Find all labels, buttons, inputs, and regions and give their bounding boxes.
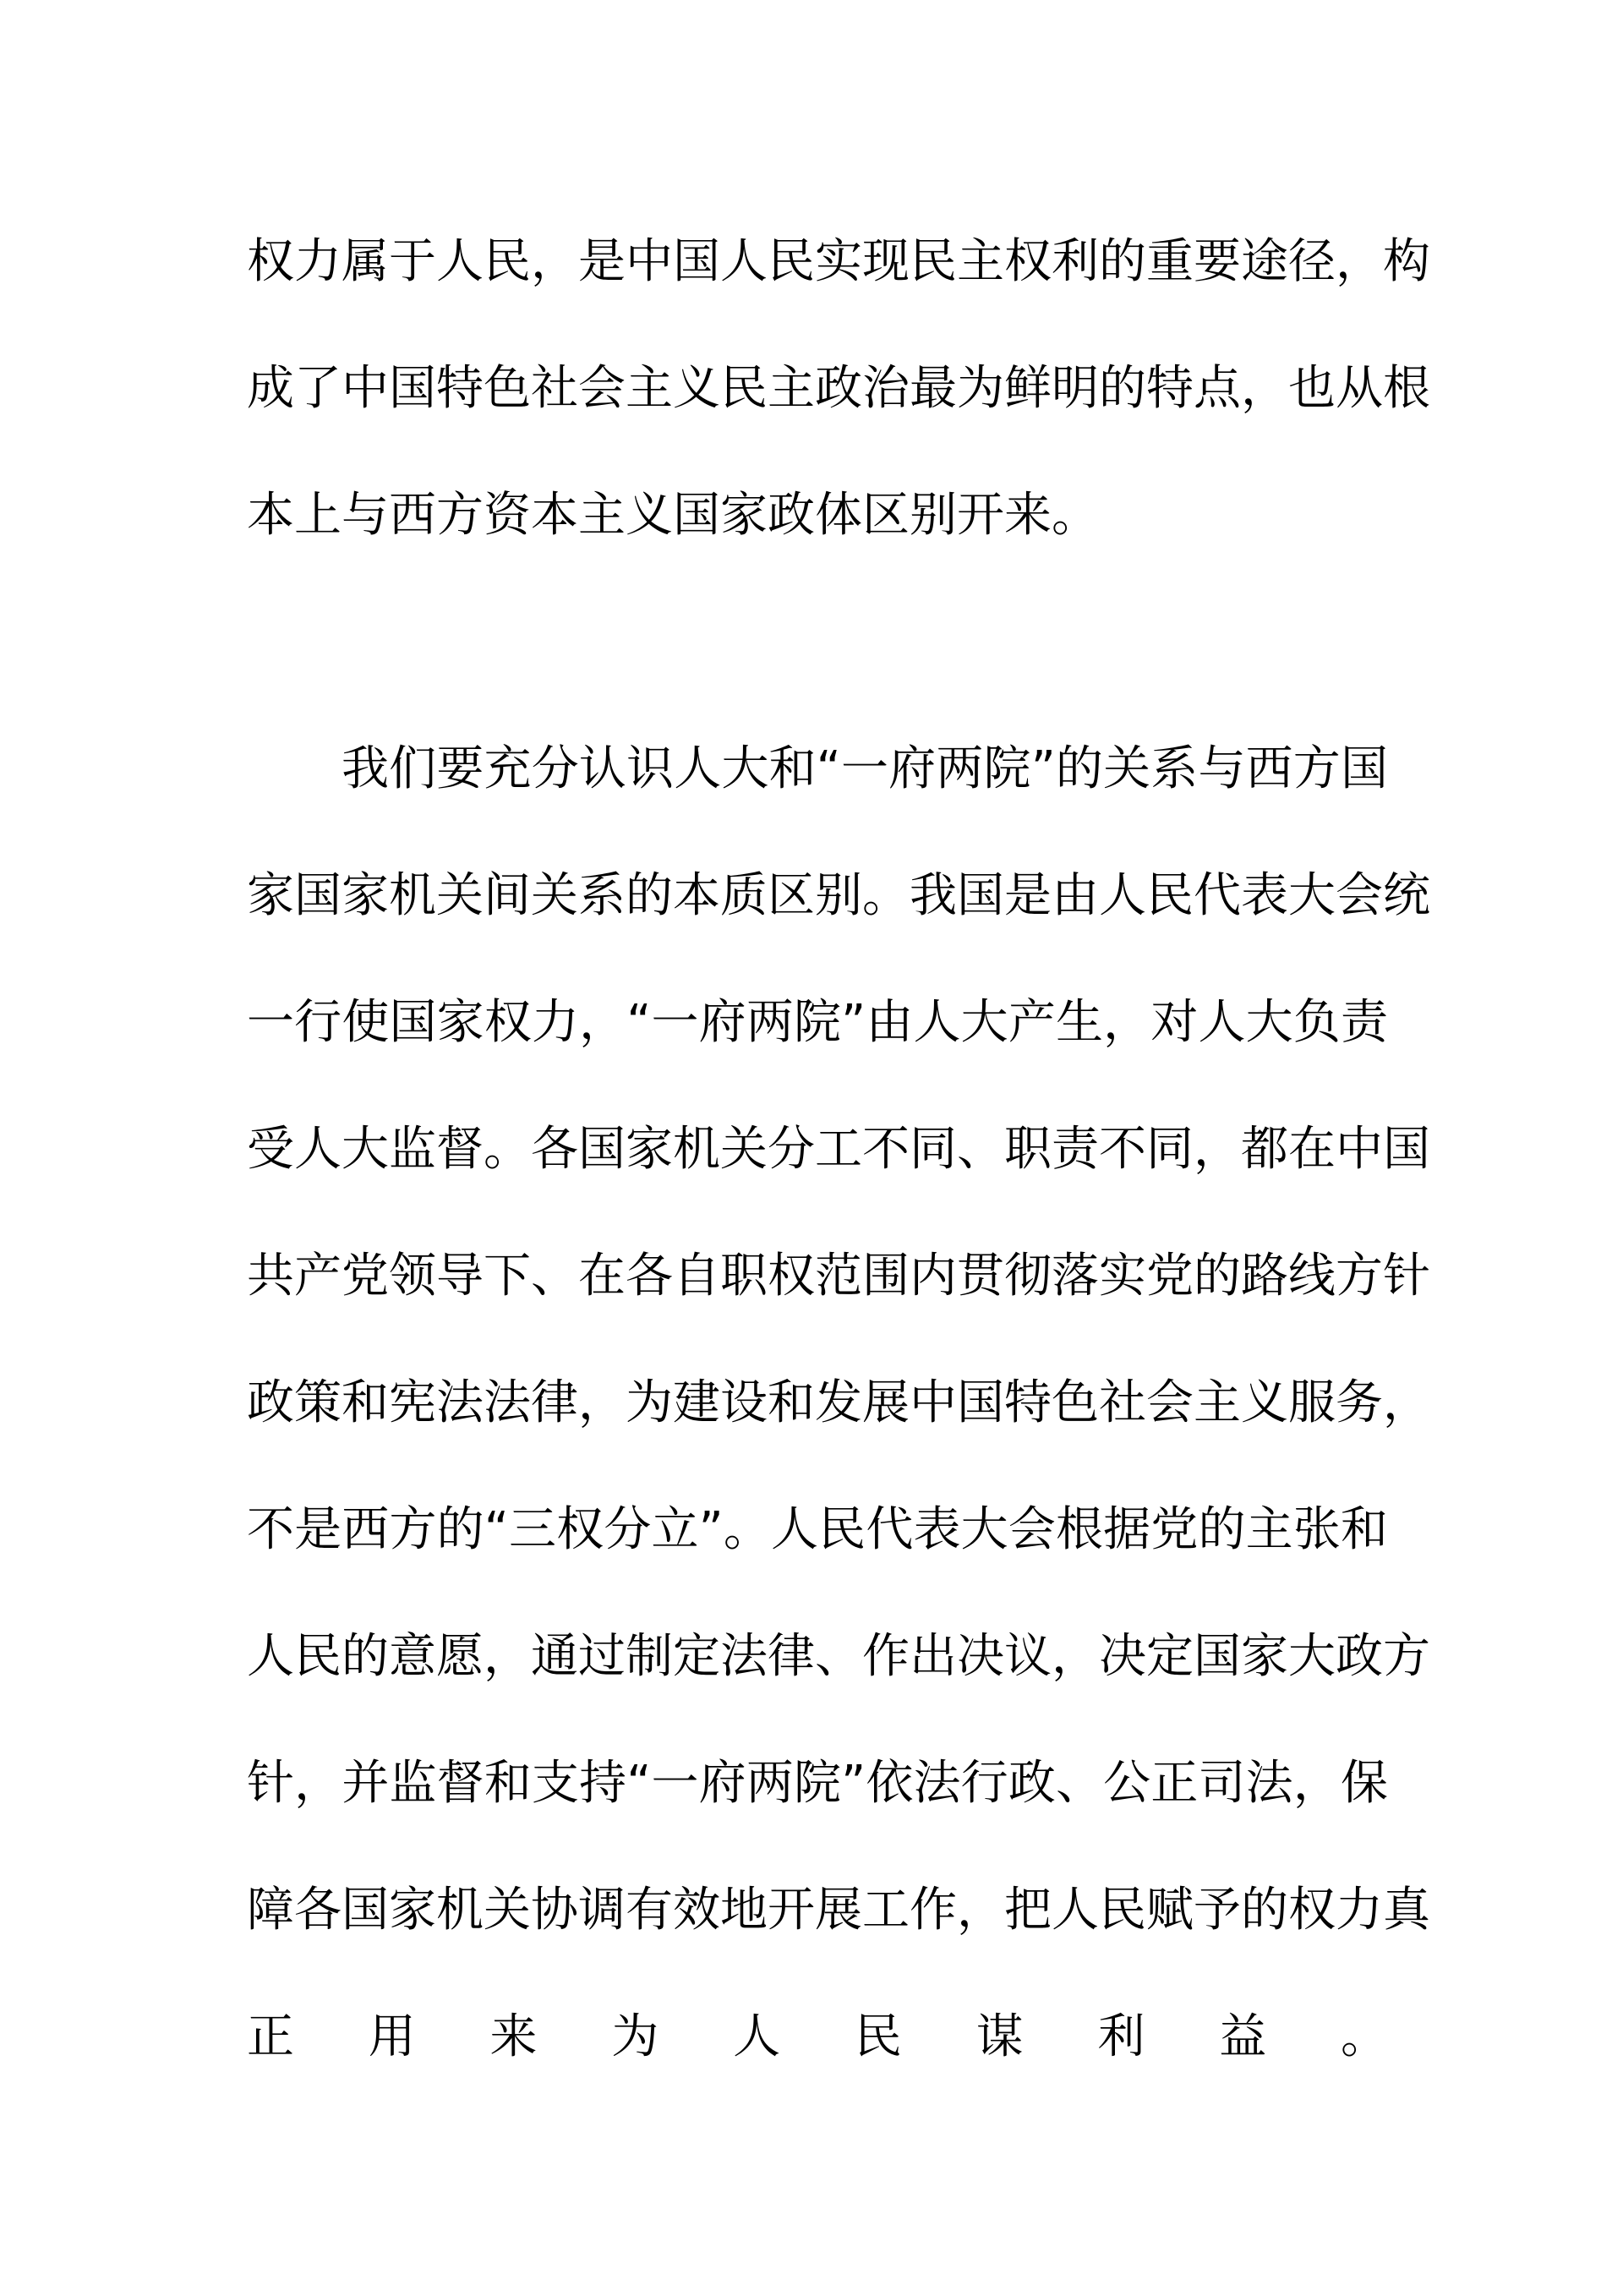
paragraph-line: [247, 452, 1388, 579]
line-text: 受人大监督。各国家机关分工不同、职责不同，都在中国: [247, 1122, 1430, 1177]
line-text: 正用来为人民谋利益。: [247, 2009, 1388, 2064]
paragraph-line: [247, 325, 1430, 452]
paragraph-line: [247, 1340, 1430, 1467]
line-text: 权力属于人民，是中国人民实现民主权利的重要途径，构: [247, 234, 1430, 289]
line-text: 本上与西方资本主义国家政体区别开来。: [247, 488, 1099, 543]
paragraph-line: [247, 1720, 1388, 1847]
line-text: 不是西方的“三权分立”。人民代表大会根据党的主张和: [247, 1502, 1388, 1557]
paragraph-line: [247, 1467, 1388, 1594]
paragraph-line: [247, 1213, 1430, 1340]
line-text: 障各国家机关协调有效地开展工作，把人民赋予的权力真: [247, 1883, 1430, 1938]
paragraph-line: [247, 199, 1430, 325]
line-text: 我们要充分认识人大和“一府两院”的关系与西方国: [342, 741, 1388, 796]
line-text: 一行使国家权力，“一府两院”由人大产生，对人大负责: [247, 995, 1388, 1050]
paragraph-line: [247, 706, 1388, 833]
paragraph-line: [247, 833, 1430, 959]
line-text: 家国家机关间关系的本质区别。我国是由人民代表大会统: [247, 868, 1430, 923]
line-text: 人民的意愿，通过制定法律、作出决议，决定国家大政方: [247, 1629, 1430, 1684]
document-body: [247, 199, 1430, 2228]
paragraph-line: [247, 959, 1388, 1086]
paragraph-line: [247, 1974, 1388, 2101]
line-text: 政策和宪法法律，为建设和发展中国特色社会主义服务，: [247, 1375, 1430, 1430]
paragraph-line: [247, 2101, 1388, 2228]
paragraph-line: [247, 1086, 1430, 1213]
paragraph-line: [247, 1594, 1430, 1720]
line-text: 成了中国特色社会主义民主政治最为鲜明的特点，也从根: [247, 361, 1430, 416]
paragraph-2: [247, 706, 1430, 2228]
paragraph-1: [247, 199, 1430, 579]
paragraph-spacer: [247, 579, 1388, 706]
line-text: 针，并监督和支持“一府两院”依法行政、公正司法，保: [247, 1756, 1388, 1811]
paragraph-line: [247, 1847, 1430, 1974]
line-text: 共产党领导下、在各自职权范围内贯彻落实党的路线方针: [247, 1249, 1430, 1304]
